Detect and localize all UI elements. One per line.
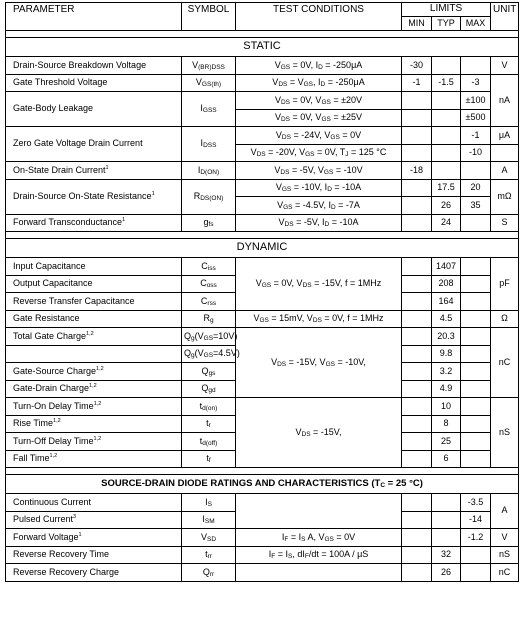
- table-row: [6, 258, 519, 276]
- cell-cond: $V_{GS} = 0V$, $I_D = -250\mu A$: [236, 57, 402, 75]
- cell-min: [402, 546, 432, 564]
- cell-typ: 6: [432, 450, 461, 468]
- table-row: [6, 162, 519, 180]
- cell-sym: $C_{oss}$: [182, 275, 236, 293]
- cell-typ: [432, 511, 461, 529]
- cell-max: [461, 275, 491, 293]
- cell-sym: $Q_g(V_{GS}=10V)$: [182, 328, 236, 346]
- section-spacer: [6, 31, 519, 38]
- cell-min: [402, 179, 432, 197]
- cell-sym: $I_{GSS}$: [182, 92, 236, 127]
- cell-typ: 9.8: [432, 345, 461, 363]
- cell-max: [461, 398, 491, 416]
- cell-param: [6, 345, 182, 363]
- table-row: [6, 494, 519, 512]
- cell-sym: $Q_{rr}$: [182, 564, 236, 582]
- cell-cond: [236, 494, 402, 529]
- cell-max: [461, 310, 491, 328]
- cell-param: Drain-Source On-State Resistance$^1$: [6, 179, 182, 214]
- cell-param: Turn-Off Delay Time$^{1,2}$: [6, 433, 182, 451]
- cell-max: -14: [461, 511, 491, 529]
- cell-unit: [491, 144, 519, 162]
- cell-unit: V: [491, 57, 519, 75]
- cell-typ: 20.3: [432, 328, 461, 346]
- cell-typ: [432, 144, 461, 162]
- cell-min: -1: [402, 74, 432, 92]
- cell-unit: S: [491, 214, 519, 232]
- cell-min: [402, 450, 432, 468]
- cell-min: [402, 380, 432, 398]
- cell-param: Gate Resistance: [6, 310, 182, 328]
- header-min: MIN: [402, 17, 432, 31]
- cell-typ: 17.5: [432, 179, 461, 197]
- table-row: [6, 214, 519, 232]
- table-row: [6, 310, 519, 328]
- cell-max: [461, 433, 491, 451]
- table-row: [6, 564, 519, 582]
- cell-cond: $V_{GS} = -10V$, $I_D = -10A$: [236, 179, 402, 197]
- cell-min: [402, 92, 432, 110]
- cell-param: Reverse Recovery Time: [6, 546, 182, 564]
- header-row: [6, 3, 519, 17]
- cell-param: Rise Time$^{1,2}$: [6, 415, 182, 433]
- cell-min: [402, 197, 432, 215]
- cell-sym: $Q_{gd}$: [182, 380, 236, 398]
- cell-cond: $V_{DS} = -24V$, $V_{GS} = 0V$: [236, 127, 402, 145]
- cell-min: -30: [402, 57, 432, 75]
- cell-min: [402, 258, 432, 276]
- cell-typ: [432, 92, 461, 110]
- cell-max: [461, 214, 491, 232]
- cell-typ: 32: [432, 546, 461, 564]
- cell-param: Gate-Source Charge$^{1,2}$: [6, 363, 182, 381]
- header-unit: UNIT: [491, 3, 519, 31]
- section-header: [6, 239, 519, 258]
- cell-sym: $R_{DS(ON)}$: [182, 179, 236, 214]
- cell-max: [461, 380, 491, 398]
- cell-cond: $V_{DS} = V_{GS}$, $I_D = -250\mu A$: [236, 74, 402, 92]
- cell-min: [402, 144, 432, 162]
- section-spacer: [6, 468, 519, 475]
- cell-max: [461, 162, 491, 180]
- cell-param: Pulsed Current$^3$: [6, 511, 182, 529]
- cell-sym: $I_{D(ON)}$: [182, 162, 236, 180]
- cell-param: Input Capacitance: [6, 258, 182, 276]
- cell-typ: 26: [432, 197, 461, 215]
- cell-param: On-State Drain Current$^1$: [6, 162, 182, 180]
- spacer-cell: [6, 468, 519, 475]
- table-row: [6, 529, 519, 547]
- cell-min: [402, 415, 432, 433]
- cell-typ: 4.5: [432, 310, 461, 328]
- cell-param: Forward Voltage$^1$: [6, 529, 182, 547]
- cell-typ: 8: [432, 415, 461, 433]
- cell-sym: $t_f$: [182, 450, 236, 468]
- cell-max: [461, 258, 491, 276]
- header-test-conditions: TEST CONDITIONS: [236, 3, 402, 31]
- table-row: [6, 57, 519, 75]
- cell-max: [461, 328, 491, 346]
- cell-sym: $I_{SM}$: [182, 511, 236, 529]
- cell-max: -3.5: [461, 494, 491, 512]
- cell-typ: 10: [432, 398, 461, 416]
- cell-sym: $V_{GS(th)}$: [182, 74, 236, 92]
- cell-max: -3: [461, 74, 491, 92]
- header-limits: LIMITS: [402, 3, 491, 17]
- cell-min: [402, 398, 432, 416]
- cell-max: 20: [461, 179, 491, 197]
- cell-min: [402, 529, 432, 547]
- cell-cond: $V_{GS} = 15mV$, $V_{DS} = 0V$, f = 1MHz: [236, 310, 402, 328]
- cell-max: -10: [461, 144, 491, 162]
- cell-max: [461, 293, 491, 311]
- cell-sym: $I_{DSS}$: [182, 127, 236, 162]
- section-header: [6, 475, 519, 494]
- cell-min: [402, 363, 432, 381]
- cell-param: Zero Gate Voltage Drain Current: [6, 127, 182, 162]
- spacer-cell: [6, 31, 519, 38]
- cell-max: [461, 564, 491, 582]
- header-max: MAX: [461, 17, 491, 31]
- cell-cond: $V_{DS} = -5V$, $I_D = -10A$: [236, 214, 402, 232]
- cell-param: Gate-Body Leakage: [6, 92, 182, 127]
- cell-unit: mΩ: [491, 179, 519, 214]
- cell-sym: $C_{rss}$: [182, 293, 236, 311]
- cell-cond: $I_F = I_S$, $dI_F/dt = 100A / \mu S$: [236, 546, 402, 564]
- spacer-cell: [6, 232, 519, 239]
- table-row: [6, 179, 519, 197]
- cell-max: -1: [461, 127, 491, 145]
- cell-unit: A: [491, 162, 519, 180]
- section-spacer: [6, 232, 519, 239]
- table-row: [6, 398, 519, 416]
- cell-sym: $t_{d(off)}$: [182, 433, 236, 451]
- cell-min: [402, 293, 432, 311]
- cell-cond: $V_{GS} = -4.5V$, $I_D = -7A$: [236, 197, 402, 215]
- cell-sym: $Q_{gs}$: [182, 363, 236, 381]
- cell-unit: nA: [491, 74, 519, 127]
- cell-unit: V: [491, 529, 519, 547]
- header-symbol: SYMBOL: [182, 3, 236, 31]
- cell-typ: 4.9: [432, 380, 461, 398]
- cell-unit: nC: [491, 564, 519, 582]
- cell-min: [402, 275, 432, 293]
- cell-cond: $V_{DS} = -15V$, $V_{GS} = -10V$,: [236, 328, 402, 398]
- cell-min: [402, 109, 432, 127]
- section-title: STATIC: [6, 38, 519, 57]
- cell-max: ±500: [461, 109, 491, 127]
- cell-min: [402, 345, 432, 363]
- cell-max: ±100: [461, 92, 491, 110]
- cell-unit: nC: [491, 328, 519, 398]
- cell-param: Continuous Current: [6, 494, 182, 512]
- cell-typ: 164: [432, 293, 461, 311]
- cell-min: [402, 328, 432, 346]
- cell-param: Forward Transconductance$^1$: [6, 214, 182, 232]
- section-header: [6, 38, 519, 57]
- table-row: [6, 127, 519, 145]
- section-title: DYNAMIC: [6, 239, 519, 258]
- cell-cond: $V_{DS} = 0V$, $V_{GS} = \pm 25V$: [236, 109, 402, 127]
- cell-typ: 26: [432, 564, 461, 582]
- table-row: [6, 92, 519, 110]
- cell-cond: $V_{DS} = -5V$, $V_{GS} = -10V$: [236, 162, 402, 180]
- cell-param: Total Gate Charge$^{1,2}$: [6, 328, 182, 346]
- cell-param: Turn-On Delay Time$^{1,2}$: [6, 398, 182, 416]
- cell-unit: nS: [491, 398, 519, 468]
- cell-min: [402, 214, 432, 232]
- cell-typ: 208: [432, 275, 461, 293]
- cell-min: [402, 433, 432, 451]
- cell-sym: $t_r$: [182, 415, 236, 433]
- cell-sym: $t_{d(on)}$: [182, 398, 236, 416]
- cell-sym: $V_{(BR)DSS}$: [182, 57, 236, 75]
- cell-max: [461, 450, 491, 468]
- cell-max: 35: [461, 197, 491, 215]
- cell-unit: nS: [491, 546, 519, 564]
- cell-typ: 1407: [432, 258, 461, 276]
- cell-typ: [432, 127, 461, 145]
- specifications-table: [5, 2, 519, 582]
- cell-typ: [432, 109, 461, 127]
- cell-max: [461, 57, 491, 75]
- cell-typ: 3.2: [432, 363, 461, 381]
- cell-param: Gate-Drain Charge$^{1,2}$: [6, 380, 182, 398]
- cell-unit: μA: [491, 127, 519, 145]
- header-typ: TYP: [432, 17, 461, 31]
- cell-cond: [236, 564, 402, 582]
- cell-min: [402, 564, 432, 582]
- cell-typ: [432, 494, 461, 512]
- section-title: SOURCE-DRAIN DIODE RATINGS AND CHARACTERISTICS ($T_C = 25$ °C): [6, 475, 519, 494]
- cell-max: -1.2: [461, 529, 491, 547]
- table-row: [6, 74, 519, 92]
- cell-param: Reverse Transfer Capacitance: [6, 293, 182, 311]
- cell-typ: -1.5: [432, 74, 461, 92]
- header-parameter: PARAMETER: [6, 3, 182, 31]
- cell-min: [402, 511, 432, 529]
- cell-sym: $Q_g(V_{GS}=4.5V)$: [182, 345, 236, 363]
- cell-sym: $C_{iss}$: [182, 258, 236, 276]
- cell-typ: 24: [432, 214, 461, 232]
- cell-unit: Ω: [491, 310, 519, 328]
- cell-cond: $V_{DS} = -15V$,: [236, 398, 402, 468]
- cell-unit: pF: [491, 258, 519, 311]
- cell-min: -18: [402, 162, 432, 180]
- cell-min: [402, 127, 432, 145]
- table-row: [6, 546, 519, 564]
- cell-typ: [432, 529, 461, 547]
- cell-max: [461, 363, 491, 381]
- cell-sym: $V_{SD}$: [182, 529, 236, 547]
- cell-param: Reverse Recovery Charge: [6, 564, 182, 582]
- cell-min: [402, 310, 432, 328]
- cell-max: [461, 345, 491, 363]
- cell-cond: $I_F = I_S$ A, $V_{GS} = 0V$: [236, 529, 402, 547]
- cell-cond: $V_{DS} = 0V$, $V_{GS} = \pm 20V$: [236, 92, 402, 110]
- cell-param: Output Capacitance: [6, 275, 182, 293]
- cell-cond: $V_{GS} = 0V$, $V_{DS} = -15V$, f = 1MHz: [236, 258, 402, 311]
- cell-max: [461, 546, 491, 564]
- cell-param: Gate Threshold Voltage: [6, 74, 182, 92]
- cell-param: Drain-Source Breakdown Voltage: [6, 57, 182, 75]
- cell-typ: 25: [432, 433, 461, 451]
- cell-sym: $g_{fs}$: [182, 214, 236, 232]
- cell-unit: A: [491, 494, 519, 529]
- cell-min: [402, 494, 432, 512]
- cell-sym: $I_S$: [182, 494, 236, 512]
- cell-max: [461, 415, 491, 433]
- table-row: [6, 328, 519, 346]
- cell-typ: [432, 57, 461, 75]
- cell-cond: $V_{DS} = -20V$, $V_{GS} = 0V$, $T_J = 125$ °C: [236, 144, 402, 162]
- cell-sym: $R_g$: [182, 310, 236, 328]
- cell-sym: $t_{rr}$: [182, 546, 236, 564]
- cell-param: Fall Time$^{1,2}$: [6, 450, 182, 468]
- cell-typ: [432, 162, 461, 180]
